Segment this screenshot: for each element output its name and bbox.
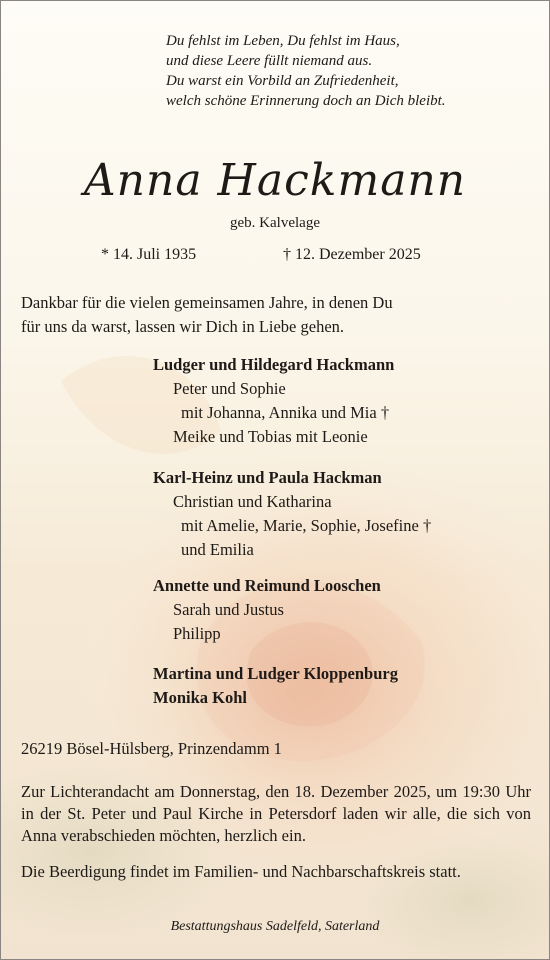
poem-line: Du warst ein Vorbild an Zufriedenheit, <box>166 73 399 89</box>
poem-line: und diese Leere füllt niemand aus. <box>166 53 373 69</box>
family-group <box>153 574 533 646</box>
poem-line: welch schöne Erinnerung doch an Dich bleibt. <box>166 93 446 109</box>
undertaker: Bestattungshaus Sadelfeld, Saterland <box>170 919 380 934</box>
birth-name: geb. Kalvelage <box>230 215 320 231</box>
family-member: Peter und Sophie <box>173 379 286 398</box>
intro-line: für uns da warst, lassen wir Dich in Liebe gehen. <box>21 317 345 336</box>
intro-text <box>21 291 531 339</box>
intro-line: Dankbar für die vielen gemeinsamen Jahre, in denen Du <box>21 293 393 312</box>
family-member: Meike und Tobias mit Leonie <box>173 427 368 446</box>
burial-notice: Die Beerdigung findet im Familien- und Nachbarschaftskreis statt. <box>21 862 461 881</box>
death-date: † 12. Dezember 2025 <box>283 246 421 263</box>
family-member: Philipp <box>173 624 221 643</box>
family-member: mit Johanna, Annika und Mia † <box>181 403 390 422</box>
family-head: Monika Kohl <box>153 688 247 707</box>
family-member: Sarah und Justus <box>173 600 284 619</box>
family-head: Annette und Reimund Looschen <box>153 576 381 595</box>
family-group <box>153 662 533 710</box>
family-group <box>153 353 533 449</box>
service-notice: Zur Lichterandacht am Donnerstag, den 18. Dezember 2025, um 19:30 Uhr in der St. Peter und Paul Kirche in Petersdorf laden wir alle, die sich von Anna verabschieden möchten, herzlich ein. <box>21 782 531 845</box>
family-head: Karl-Heinz und Paula Hackman <box>153 468 382 487</box>
family-group <box>153 466 533 562</box>
family-member: Christian und Katharina <box>173 492 332 511</box>
memorial-poem <box>166 31 506 111</box>
family-member: mit Amelie, Marie, Sophie, Josefine † <box>181 516 432 535</box>
family-head: Martina und Ludger Kloppenburg <box>153 664 398 683</box>
poem-line: Du fehlst im Leben, Du fehlst im Haus, <box>166 33 400 49</box>
family-member: und Emilia <box>181 540 254 559</box>
family-head: Ludger und Hildegard Hackmann <box>153 355 395 374</box>
address: 26219 Bösel-Hülsberg, Prinzendamm 1 <box>21 739 282 758</box>
deceased-name: Anna Hackmann <box>83 155 467 206</box>
birth-date: * 14. Juli 1935 <box>101 246 197 263</box>
